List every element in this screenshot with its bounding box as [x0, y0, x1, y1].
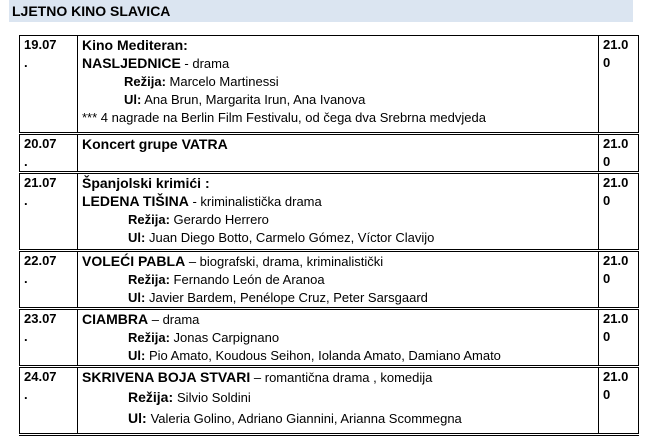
time-min: 0: [603, 55, 611, 70]
film-genre: – drama: [148, 312, 200, 327]
director-label: Režija:: [128, 389, 174, 405]
program-cell: [78, 134, 599, 173]
director-name: Marcelo Martinessi: [169, 74, 279, 89]
table-row: [20, 173, 639, 251]
cast-label: Ul:: [128, 410, 147, 426]
date-day: 22.07: [24, 253, 57, 268]
date-day: 19.07: [24, 37, 57, 52]
date-day: 23.07: [24, 311, 57, 326]
time-cell: [599, 36, 639, 134]
time-hour: 21.0: [603, 136, 629, 151]
cast-label: Ul:: [128, 348, 146, 363]
date-cell: [20, 309, 78, 367]
time-min: 0: [603, 193, 611, 208]
cast-label: Ul:: [124, 92, 142, 107]
table-row: [20, 134, 639, 173]
film-title: LEDENA TIŠINA: [82, 193, 189, 209]
series-label: Španjolski krimići :: [82, 175, 210, 191]
time-min: 0: [603, 387, 611, 402]
film-title: SKRIVENA BOJA STVARI: [82, 369, 251, 385]
film-genre: – romantična drama , komedija: [250, 370, 433, 385]
time-min: 0: [603, 329, 611, 344]
date-dot: .: [24, 271, 28, 286]
table-row: [20, 367, 639, 435]
time-min: 0: [603, 154, 611, 169]
date-cell: [20, 134, 78, 173]
director-label: Režija:: [128, 212, 170, 227]
time-cell: [599, 173, 639, 251]
date-cell: [20, 367, 78, 435]
film-title: VOLEĆI PABLA: [82, 253, 186, 269]
program-cell: [78, 309, 599, 367]
cast-names: Javier Bardem, Penélope Cruz, Peter Sarsgaard: [148, 290, 428, 305]
director-name: Silvio Soldini: [177, 390, 251, 405]
page-heading: LJETNO KINO SLAVICA: [9, 0, 633, 22]
cast-names: Valeria Golino, Adriano Giannini, Arianna Scommegna: [150, 411, 462, 426]
date-cell: [20, 173, 78, 251]
cast-label: Ul:: [128, 230, 146, 245]
date-day: 24.07: [24, 369, 57, 384]
date-dot: .: [24, 154, 28, 169]
table-row: [20, 36, 639, 134]
film-title: CIAMBRA: [82, 311, 149, 327]
date-dot: .: [24, 329, 28, 344]
cast-names: Ana Brun, Margarita Irun, Ana Ivanova: [144, 92, 366, 107]
cast-names: Pio Amato, Koudous Seihon, Iolanda Amato, Damiano Amato: [148, 348, 501, 363]
time-cell: [599, 251, 639, 309]
film-note: *** 4 nagrade na Berlin Film Festivalu, od čega dva Srebrna medvjeda: [82, 110, 486, 125]
film-genre: - drama: [180, 56, 230, 71]
time-hour: 21.0: [603, 369, 629, 384]
director-label: Režija:: [128, 330, 170, 345]
table-row: [20, 251, 639, 309]
program-cell: [78, 36, 599, 134]
director-name: Fernando León de Aranoa: [173, 272, 325, 287]
table-row: [20, 309, 639, 367]
time-hour: 21.0: [603, 37, 629, 52]
program-cell: [78, 251, 599, 309]
director-label: Režija:: [124, 74, 166, 89]
director-label: Režija:: [128, 272, 170, 287]
director-name: Jonas Carpignano: [173, 330, 280, 345]
time-hour: 21.0: [603, 175, 629, 190]
date-cell: [20, 251, 78, 309]
time-hour: 21.0: [603, 311, 629, 326]
time-hour: 21.0: [603, 253, 629, 268]
cast-label: Ul:: [128, 290, 146, 305]
program-cell: [78, 367, 599, 435]
time-cell: [599, 309, 639, 367]
film-title: NASLJEDNICE: [82, 55, 181, 71]
film-title: Koncert grupe VATRA: [82, 136, 228, 152]
time-cell: [599, 134, 639, 173]
date-day: 21.07: [24, 175, 57, 190]
time-cell: [599, 367, 639, 435]
time-min: 0: [603, 271, 611, 286]
film-genre: – biografski, drama, kriminalistički: [185, 254, 384, 269]
cast-names: Juan Diego Botto, Carmelo Gómez, Víctor Clavijo: [148, 230, 435, 245]
date-day: 20.07: [24, 136, 57, 151]
film-genre: - kriminalistička drama: [188, 194, 322, 209]
date-cell: [20, 36, 78, 134]
date-dot: .: [24, 387, 28, 402]
date-dot: .: [24, 193, 28, 208]
program-cell: [78, 173, 599, 251]
series-label: Kino Mediteran:: [82, 37, 188, 53]
date-dot: .: [24, 55, 28, 70]
director-name: Gerardo Herrero: [173, 212, 269, 227]
schedule-table: [19, 35, 639, 436]
